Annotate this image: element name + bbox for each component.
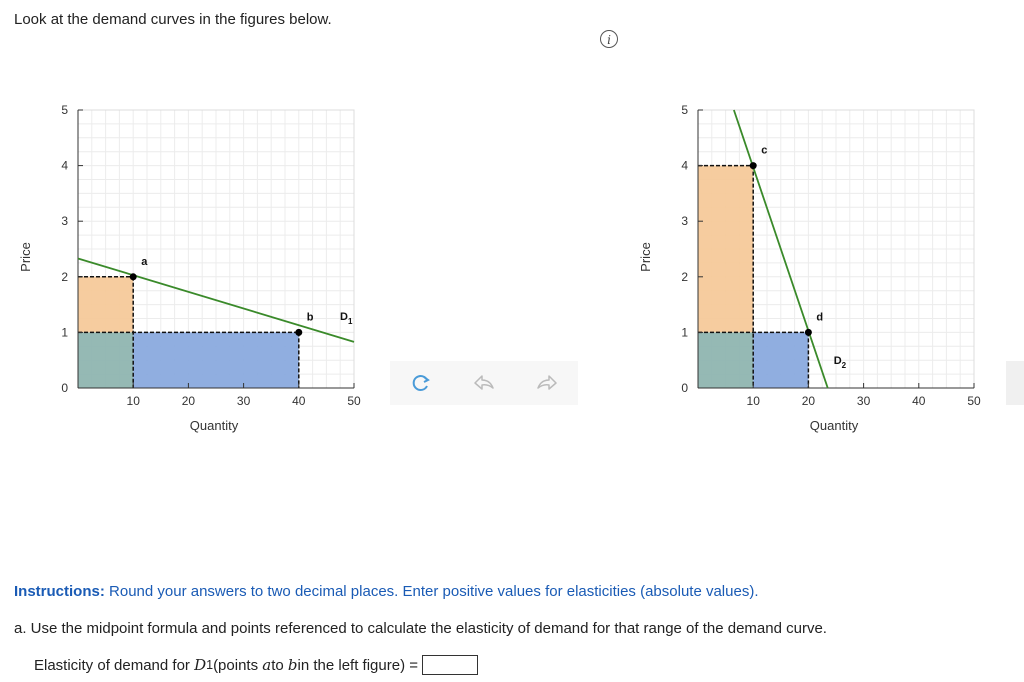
chart-right bbox=[620, 90, 1020, 440]
curve-label: D bbox=[194, 656, 207, 674]
c1-area-1 bbox=[698, 332, 753, 388]
point-a: a bbox=[262, 656, 272, 674]
instructions-text: Round your answers to two decimal places. Enter positive values for elasticities (absolute values). bbox=[109, 583, 759, 600]
reset-icon[interactable] bbox=[408, 370, 434, 396]
c1-ylabel: Price bbox=[638, 242, 653, 272]
c0-point-label-a: a bbox=[141, 255, 148, 268]
instructions bbox=[14, 583, 759, 600]
c1-xtick-label: 30 bbox=[856, 394, 871, 408]
c1-ytick-label: 2 bbox=[681, 269, 688, 284]
c0-ytick-label: 4 bbox=[61, 158, 68, 173]
c0-ytick-label: 2 bbox=[61, 269, 68, 284]
c0-curve-name: D bbox=[340, 310, 348, 323]
elasticity-input[interactable] bbox=[422, 655, 478, 675]
c0-curve-subscript: 1 bbox=[347, 316, 353, 326]
answer-prefix: Elasticity of demand for bbox=[34, 656, 190, 674]
c1-ytick-label: 1 bbox=[681, 325, 688, 340]
c1-xtick-label: 50 bbox=[967, 394, 981, 408]
c0-ylabel: Price bbox=[18, 242, 33, 272]
c0-xlabel: Quantity bbox=[189, 418, 239, 433]
redo-icon[interactable] bbox=[534, 370, 560, 396]
question-a: a. Use the midpoint formula and points referenced to calculate the elasticity of demand for that range of the demand curve. bbox=[14, 620, 827, 637]
info-icon[interactable]: i bbox=[600, 30, 618, 48]
side-panel-edge bbox=[1006, 361, 1024, 405]
c0-area-2 bbox=[133, 332, 299, 388]
c1-area-0 bbox=[698, 166, 753, 333]
c1-point-d bbox=[805, 329, 812, 336]
c1-xtick-label: 20 bbox=[801, 394, 816, 408]
c0-xtick-label: 40 bbox=[292, 394, 306, 408]
c1-xtick-label: 40 bbox=[912, 394, 926, 408]
c1-point-c bbox=[750, 162, 757, 169]
c1-ytick-label: 4 bbox=[681, 158, 688, 173]
curve-sub: 1 bbox=[206, 658, 214, 672]
c1-point-label-d: d bbox=[816, 311, 824, 324]
c1-curve-name: D bbox=[833, 355, 842, 367]
c0-point-a bbox=[130, 273, 137, 280]
answer-a-row bbox=[34, 655, 478, 675]
answer-middle: (points bbox=[213, 656, 259, 674]
c0-xtick-label: 30 bbox=[236, 394, 251, 408]
undo-icon[interactable] bbox=[471, 370, 497, 396]
c0-curve-label bbox=[340, 311, 353, 326]
c0-point-label-b: b bbox=[306, 311, 314, 324]
c1-xlabel: Quantity bbox=[809, 418, 859, 433]
c0-point-b bbox=[295, 329, 302, 336]
c1-area-2 bbox=[753, 332, 808, 388]
prompt-text: Look at the demand curves in the figures below. bbox=[14, 11, 332, 28]
c1-ytick-label: 3 bbox=[681, 214, 688, 229]
c0-area-0 bbox=[78, 277, 133, 333]
c0-xtick-label: 10 bbox=[126, 394, 140, 408]
c0-xtick-label: 50 bbox=[347, 394, 361, 408]
c0-ytick-label: 5 bbox=[61, 103, 68, 117]
c1-ytick-label: 0 bbox=[681, 381, 688, 395]
instructions-label: Instructions: bbox=[14, 583, 105, 600]
c0-ytick-label: 1 bbox=[61, 325, 68, 340]
c0-area-1 bbox=[78, 332, 133, 388]
c0-ytick-label: 0 bbox=[61, 381, 68, 395]
c0-ytick-label: 3 bbox=[61, 214, 68, 229]
c1-ytick-label: 5 bbox=[681, 103, 688, 117]
graph-toolbar bbox=[390, 361, 578, 405]
chart-left bbox=[0, 90, 380, 440]
c1-xtick-label: 10 bbox=[746, 394, 760, 408]
point-b: b bbox=[287, 656, 298, 674]
answer-suffix: in the left figure) = bbox=[297, 656, 418, 674]
answer-to: to bbox=[271, 656, 284, 674]
c0-xtick-label: 20 bbox=[181, 394, 196, 408]
c1-point-label-c: c bbox=[761, 144, 768, 157]
c1-curve-subscript: 2 bbox=[841, 361, 847, 370]
